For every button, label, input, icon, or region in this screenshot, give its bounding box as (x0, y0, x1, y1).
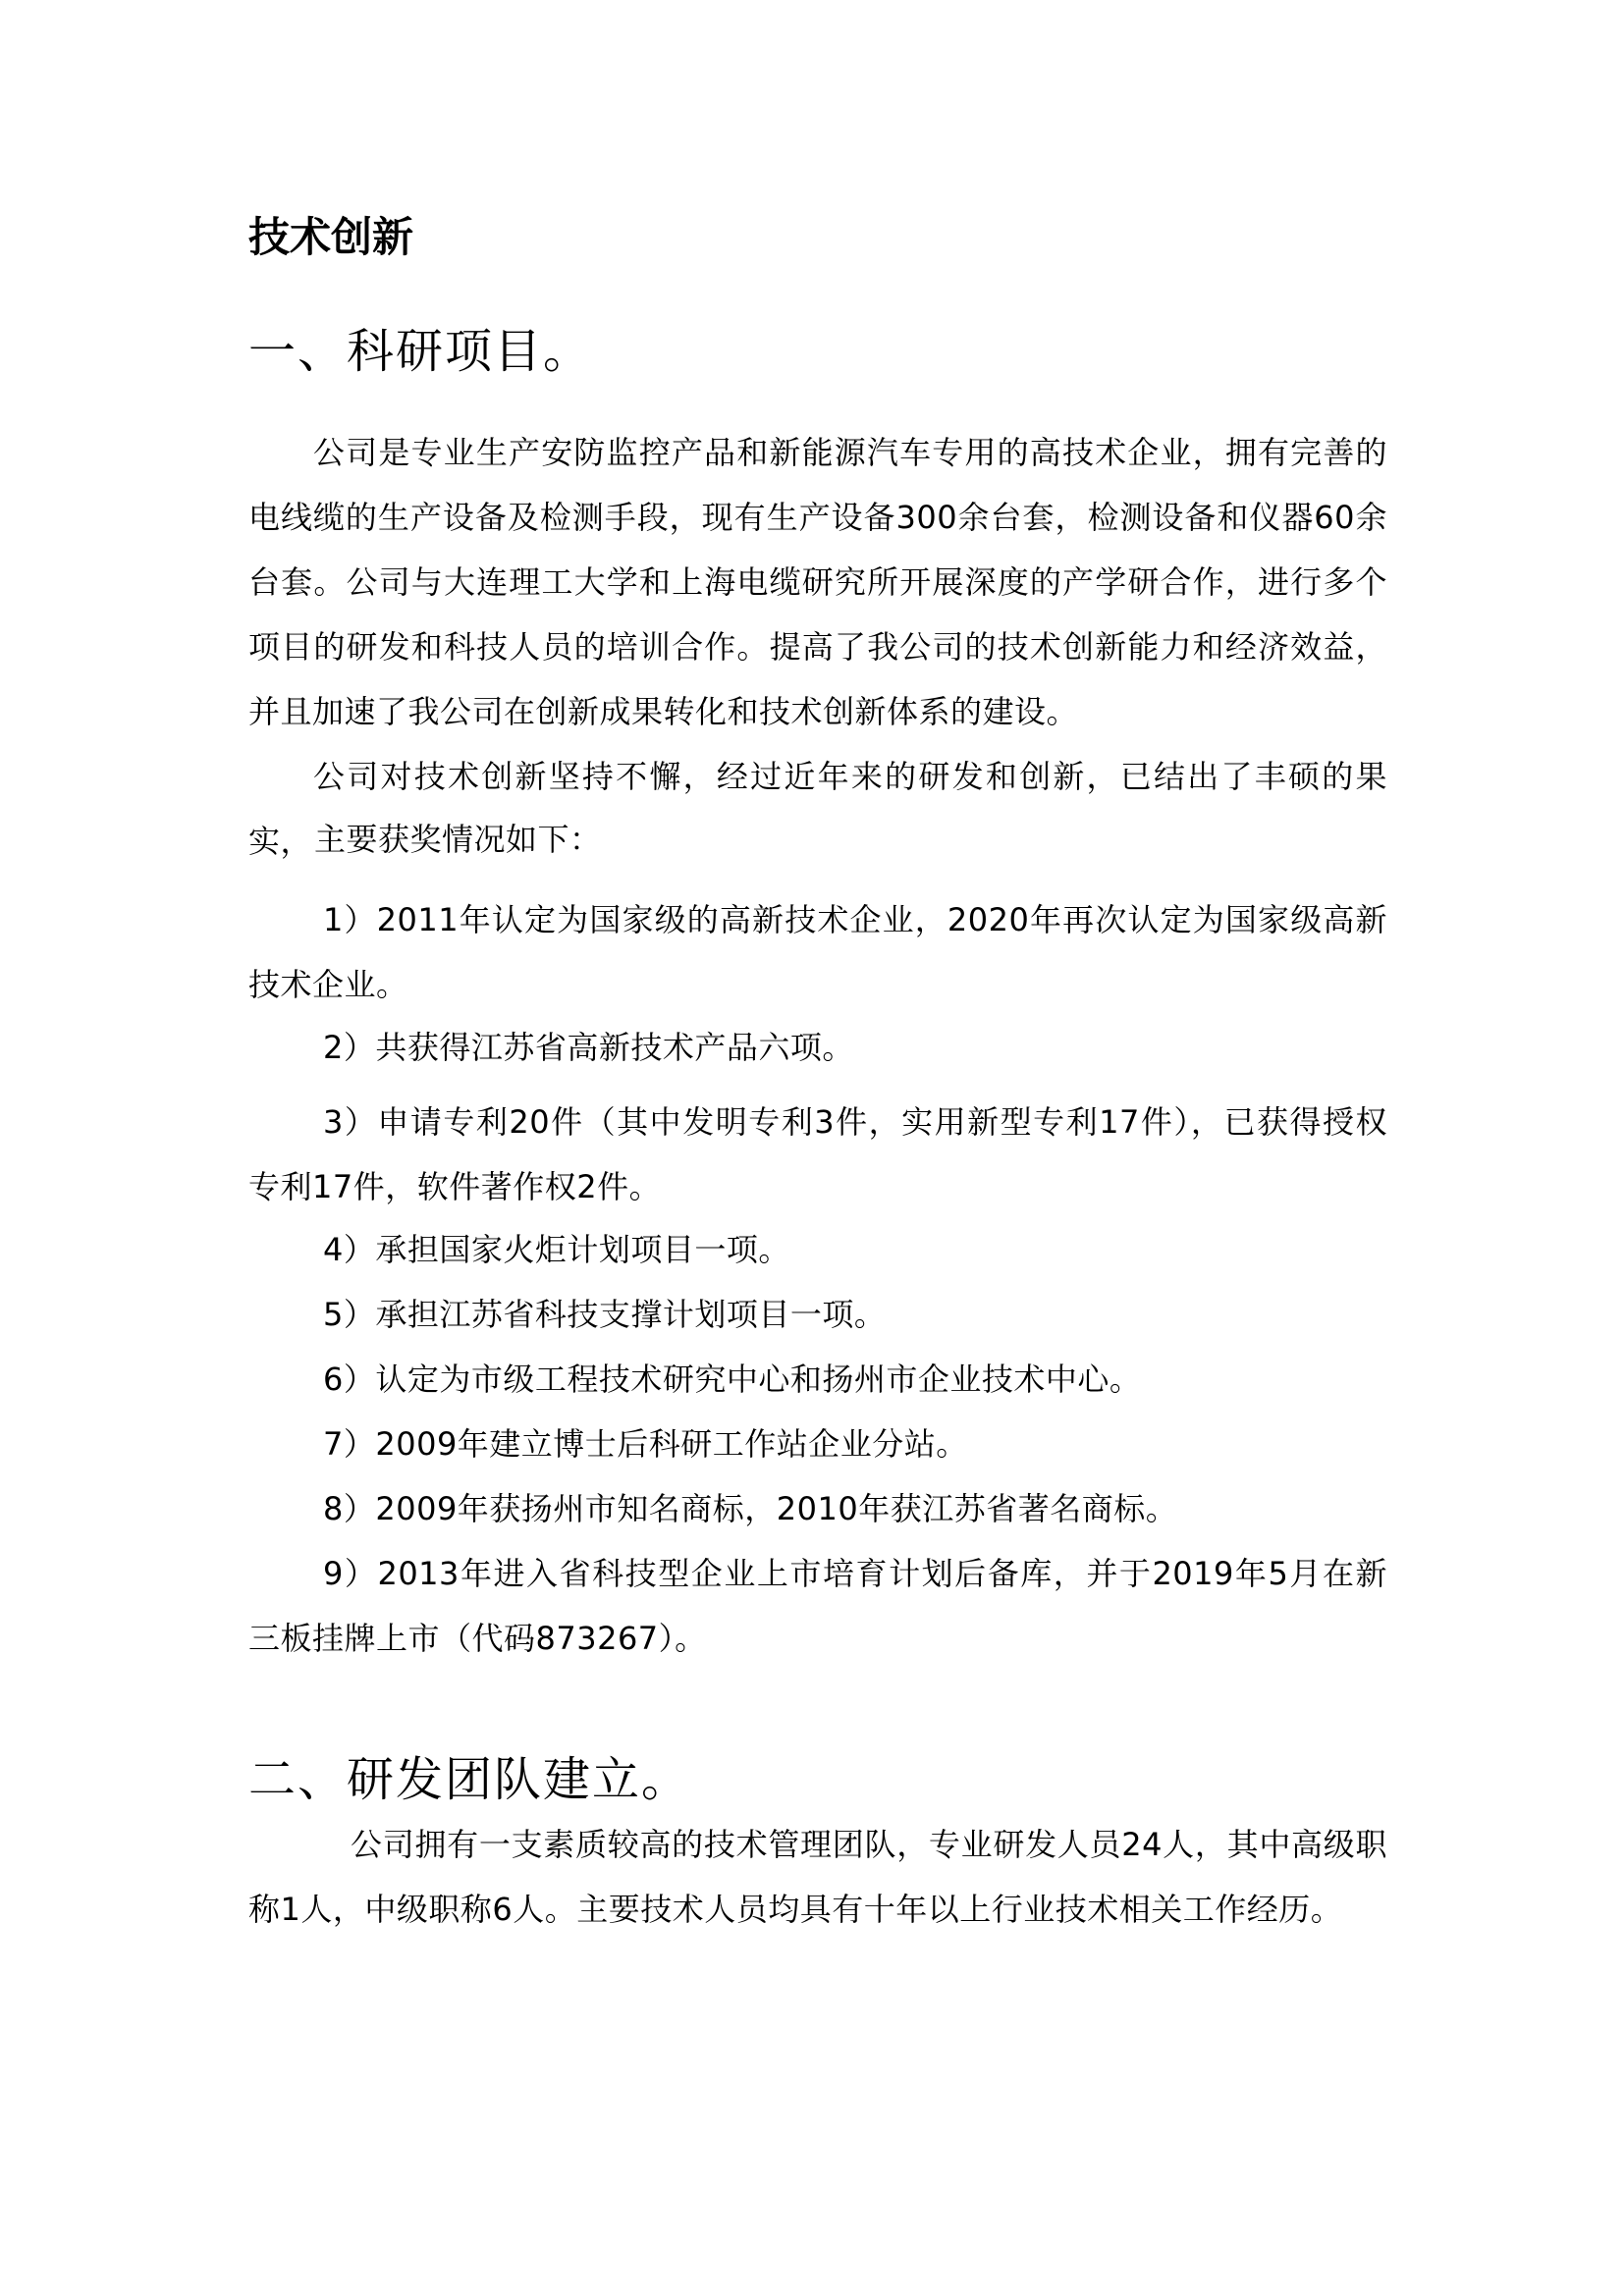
award-item-4: 4）承担国家火炬计划项目一项。 (323, 1231, 790, 1268)
team-paragraph: 公司拥有一支素质较高的技术管理团队，专业研发人员24人，其中高级职称1人，中级职称6人。主要技术人员均具有十年以上行业技术相关工作经历。 (248, 1826, 1387, 1928)
section-heading-research-projects: 一、科研项目。 (248, 324, 593, 379)
award-item-8: 8）2009年获扬州市知名商标，2010年获江苏省著名商标。 (323, 1490, 1178, 1527)
award-item-2: 2）共获得江苏省高新技术产品六项。 (323, 1029, 854, 1066)
award-item-7: 7）2009年建立博士后科研工作站企业分站。 (323, 1425, 968, 1463)
section-heading-rd-team: 二、研发团队建立。 (248, 1752, 691, 1807)
award-item-1: 1）2011年认定为国家级的高新技术企业，2020年再次认定为国家级高新技术企业。 (248, 901, 1387, 1003)
award-item-9: 9）2013年进入省科技型企业上市培育计划后备库，并于2019年5月在新三板挂牌上市（代码873267）。 (248, 1555, 1387, 1657)
award-item-6: 6）认定为市级工程技术研究中心和扬州市企业技术中心。 (323, 1361, 1142, 1398)
award-item-5: 5）承担江苏省科技支撑计划项目一项。 (323, 1296, 887, 1333)
document-title: 技术创新 (248, 213, 414, 261)
intro-paragraph: 公司是专业生产安防监控产品和新能源汽车专用的高技术企业，拥有完善的电线缆的生产设备及检测手段，现有生产设备300余台套，检测设备和仪器60余台套。公司与大连理工大学和上海电缆研究所开展深度的产学研合作，进行多个项目的研发和科技人员的培训合作。提高了我公司的技术创新能力和经济效益，并且加速了我公司在创新成果转化和技术创新体系的建设。 (248, 434, 1387, 730)
awards-lead-line: 主要获奖情况如下： (314, 821, 602, 858)
effort-paragraph: 公司对技术创新坚持不懈，经过近年来的研发和创新，已结出了丰硕的果实， (248, 758, 1387, 860)
award-item-3: 3）申请专利20件（其中发明专利3件，实用新型专利17件），已获得授权专利17件，软件著作权2件。 (248, 1103, 1387, 1205)
